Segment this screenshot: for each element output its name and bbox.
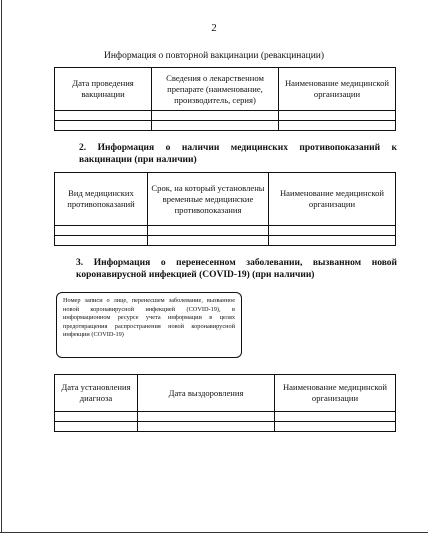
column-header: Наименование медицинской организации: [275, 375, 396, 412]
table-cell[interactable]: [55, 226, 148, 236]
table-row: [55, 412, 396, 422]
table-cell[interactable]: [269, 226, 396, 236]
page-left-edge: [1, 0, 2, 533]
table-cell[interactable]: [138, 412, 275, 422]
column-header: Дата установления диагноза: [55, 375, 138, 412]
column-header: Дата выздоровления: [138, 375, 275, 412]
table-cell[interactable]: [275, 422, 396, 432]
table-cell[interactable]: [148, 236, 269, 246]
table-cell[interactable]: [148, 226, 269, 236]
section2-title: 2. Информация о наличии медицинских противопоказаний к вакцинации (при наличии): [79, 143, 397, 165]
table-cell[interactable]: [279, 121, 396, 131]
table-cell[interactable]: [152, 111, 279, 121]
table-cell[interactable]: [279, 111, 396, 121]
table-cell[interactable]: [55, 422, 138, 432]
table-cell[interactable]: [275, 412, 396, 422]
table-header-row: [55, 375, 396, 412]
revaccination-table: [54, 67, 396, 131]
column-header: Сведения о лекарственном препарате (наименование, производитель, серия): [152, 68, 279, 111]
table-row: [55, 236, 396, 246]
table-cell[interactable]: [138, 422, 275, 432]
table-cell[interactable]: [55, 121, 152, 131]
covid-illness-table: [54, 374, 396, 432]
column-header: Дата проведения вакцинации: [55, 68, 152, 111]
table-row: [55, 121, 396, 131]
table-header-row: [55, 173, 396, 226]
column-header: Вид медицинских противопоказаний: [55, 173, 148, 226]
section1-title: Информация о повторной вакцинации (ревакцинации): [103, 51, 325, 61]
table-cell[interactable]: [269, 236, 396, 246]
table-row: [55, 226, 396, 236]
column-header: Наименование медицинской организации: [269, 173, 396, 226]
table-row: [55, 422, 396, 432]
table-cell[interactable]: [55, 236, 148, 246]
page-number: 2: [211, 22, 217, 34]
section3-title: 3. Информация о перенесенном заболевании, вызванном новой коронавирусной инфекцией (COVID-19) (при наличии): [76, 258, 397, 280]
table-cell[interactable]: [152, 121, 279, 131]
table-cell[interactable]: [55, 412, 138, 422]
column-header: Срок, на который установлены временные медицинские противопоказания: [148, 173, 269, 226]
table-cell[interactable]: [55, 111, 152, 121]
covid-record-number-note: Номер записи о лице, перенесшем заболевание, вызванное новой коронавирусной инфекцией (COVID-19), в информационном ресурсе учета информации в целях предотвращения распространения новой коронавирусной инфекции (COVID-19): [56, 292, 242, 358]
table-header-row: [55, 68, 396, 111]
column-header: Наименование медицинской организации: [279, 68, 396, 111]
contraindications-table: [54, 172, 396, 246]
table-row: [55, 111, 396, 121]
